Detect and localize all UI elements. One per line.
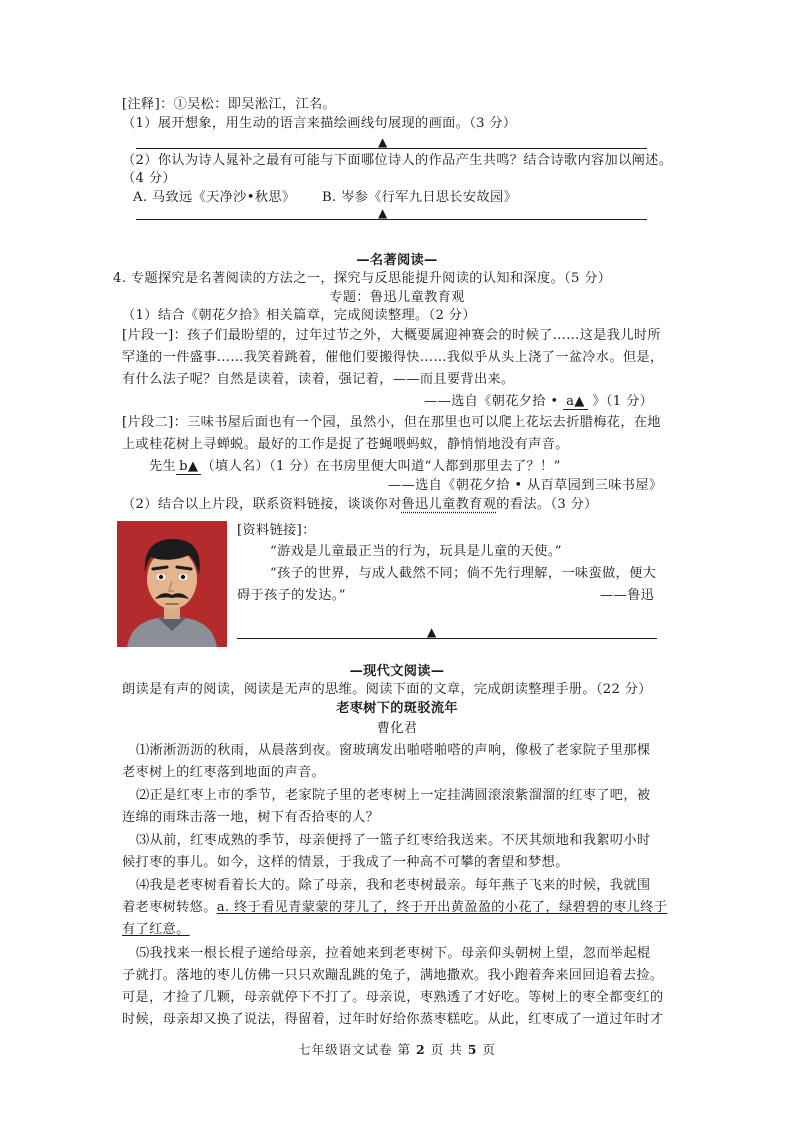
option-a: A. 马致远《天净沙•秋思》 xyxy=(133,190,296,205)
answer-marker: ▲ xyxy=(378,135,388,149)
option-b: B. 岑参《行军九日思长安故园》 xyxy=(322,190,518,205)
blank-a: a▲ xyxy=(563,394,588,410)
footer-text: 页 xyxy=(482,1042,496,1057)
page-footer xyxy=(0,1040,794,1058)
fragment-1: [片段一]：孩子们最盼望的，过年过节之外，大概要属迎神赛会的时候了……这是我儿时所 xyxy=(122,328,661,343)
paragraph-5: ⑸我找来一根长棍子递给母亲，拉着她来到老枣树下。母亲仰头朝树上望，忽而举起棍 xyxy=(136,946,651,961)
answer-marker: ▲ xyxy=(378,206,388,220)
question-2-score: （4 分） xyxy=(122,171,176,186)
section-heading-modern: —现代文阅读— xyxy=(349,664,445,679)
paragraph-2: ⑵正是红枣上市的季节，老家院子里的老枣树上一定挂满圆滚滚紫溜溜的红枣了吧，被 xyxy=(136,788,651,803)
fragment-1-source xyxy=(424,392,653,411)
fragment-2-blank-line xyxy=(149,457,561,476)
paragraph-3: ⑶从前，红枣成熟的季节，母亲便捋了一篮子红枣给我送来。不厌其烦地和我絮叨小时 xyxy=(136,833,651,848)
paragraph-1: 老枣树上的红枣落到地面的声音。 xyxy=(122,765,326,780)
total-page-number: 5 xyxy=(467,1042,478,1057)
question-4-part-1: （1）结合《朝花夕拾》相关篇章，完成阅读整理。（2 分） xyxy=(122,308,476,323)
paragraph-1: ⑴淅淅沥沥的秋雨，从晨落到夜。窗玻璃发出啪嗒啪嗒的声响，像极了老家院子里那棵 xyxy=(136,743,651,758)
topic-title: 专题：鲁迅儿童教育观 xyxy=(329,290,465,305)
current-page-number: 2 xyxy=(416,1042,426,1057)
annotation-note: [注释]：①吴松：即吴淞江，江名。 xyxy=(122,97,337,112)
answer-line xyxy=(136,148,647,149)
answer-marker: ▲ xyxy=(427,625,437,639)
paragraph-5: 子就打。落地的枣儿仿佛一只只欢蹦乱跳的兔子，满地撒欢。我小跑着奔来回回追着去捡。 xyxy=(122,968,664,983)
emphasis-text: 鲁迅儿童教育观 xyxy=(401,497,497,512)
underlined-sentence-a: a. 终于看见青蒙蒙的芽儿了，终于开出黄盈盈的小花了，绿碧碧的枣儿终于 xyxy=(216,900,668,915)
question-text-end: 的看法。（3 分） xyxy=(496,497,598,512)
quote-2: “孩子的世界，与成人截然不同；倘不先行理解，一味蛮做，便大 xyxy=(270,566,657,581)
question-text: （2）结合以上片段，联系资料链接，谈谈你对 xyxy=(122,497,402,512)
quote-1: “游戏是儿童最正当的行为，玩具是儿童的天使。” xyxy=(270,544,562,559)
fragment-2: 上或桂花树上寻蝉蜕。最好的工作是捉了苍蝇喂蚂蚁，静悄悄地没有声音。 xyxy=(122,437,569,452)
question-1: （1）展开想象，用生动的语言来描绘画线句展现的画面。（3 分） xyxy=(122,116,517,131)
teacher-label: 先生 xyxy=(149,459,177,474)
quote-2: 碍于孩子的发达。” xyxy=(237,588,346,603)
lu-xun-portrait-image xyxy=(117,521,227,647)
answer-line xyxy=(237,638,657,639)
fragment-2: [片段二]：三味书屋后面也有一个园，虽然小，但在那里也可以爬上花坛去折腊梅花，在地 xyxy=(122,415,661,430)
paragraph-text: 着老枣树转悠。 xyxy=(122,900,217,915)
fragment-1: 有什么法子呢？自然是读着，读着，强记着，——而且要背出来。 xyxy=(122,372,515,387)
question-4-intro: 4. 专题探究是名著阅读的方法之一，探究与反思能提升阅读的认知和深度。（5 分） xyxy=(113,271,612,286)
question-2: （2）你认为诗人晁补之最有可能与下面哪位诗人的作品产生共鸣？结合诗歌内容加以阐述。 xyxy=(122,153,673,168)
modern-intro: 朗读是有声的阅读，阅读是无声的思维。阅读下面的文章，完成朗读整理手册。（22 分） xyxy=(122,682,652,697)
paragraph-2: 连绵的雨珠击落一地，树下有否拾枣的人？ xyxy=(122,810,380,825)
article-title: 老枣树下的斑驳流年 xyxy=(336,701,458,716)
paragraph-5: 时候，母亲却又换了说法，得留着，过年时好给你蒸枣糕吃。从此，红枣成了一道过年时才 xyxy=(122,1012,664,1027)
footer-text: 七年级语文试卷 第 xyxy=(298,1042,412,1057)
paragraph-5: 可是，才捡了几颗，母亲就停下不打了。母亲说，枣熟透了才好吃。等树上的枣全都变红的 xyxy=(122,990,664,1005)
fragment-2-text: （填人名）（1 分）在书房里便大叫道“人都到那里去了？！” xyxy=(201,459,561,474)
blank-b: b▲ xyxy=(176,459,201,475)
article-author: 曹化君 xyxy=(376,721,418,736)
source-label-end: 》（1 分） xyxy=(592,394,654,409)
paragraph-4 xyxy=(122,898,667,917)
quote-author: ——鲁迅 xyxy=(600,588,655,603)
section-heading-classics: —名著阅读— xyxy=(356,253,438,268)
resource-link-title: [资料链接]： xyxy=(237,523,316,538)
answer-line xyxy=(136,219,647,220)
paragraph-3: 候打枣的事儿。如今，这样的情景，于我成了一种高不可攀的奢望和梦想。 xyxy=(122,855,569,870)
question-4-part-2 xyxy=(122,495,598,514)
source-label: ——选自《朝花夕拾 • xyxy=(424,394,559,409)
footer-text: 页 共 xyxy=(430,1042,463,1057)
fragment-2-source: ——选自《朝花夕拾 • 从百草园到三味书屋》 xyxy=(388,478,663,493)
fragment-1: 罕逢的一件盛事……我笑着跳着，催他们要搬得快……我似乎从头上浇了一盆冷水。但是， xyxy=(122,350,664,365)
underlined-sentence-a: 有了红意。 xyxy=(122,922,190,937)
paragraph-4: ⑷我是老枣树看着长大的。除了母亲，我和老枣树最亲。每年燕子飞来的时候，我就围 xyxy=(136,878,651,893)
